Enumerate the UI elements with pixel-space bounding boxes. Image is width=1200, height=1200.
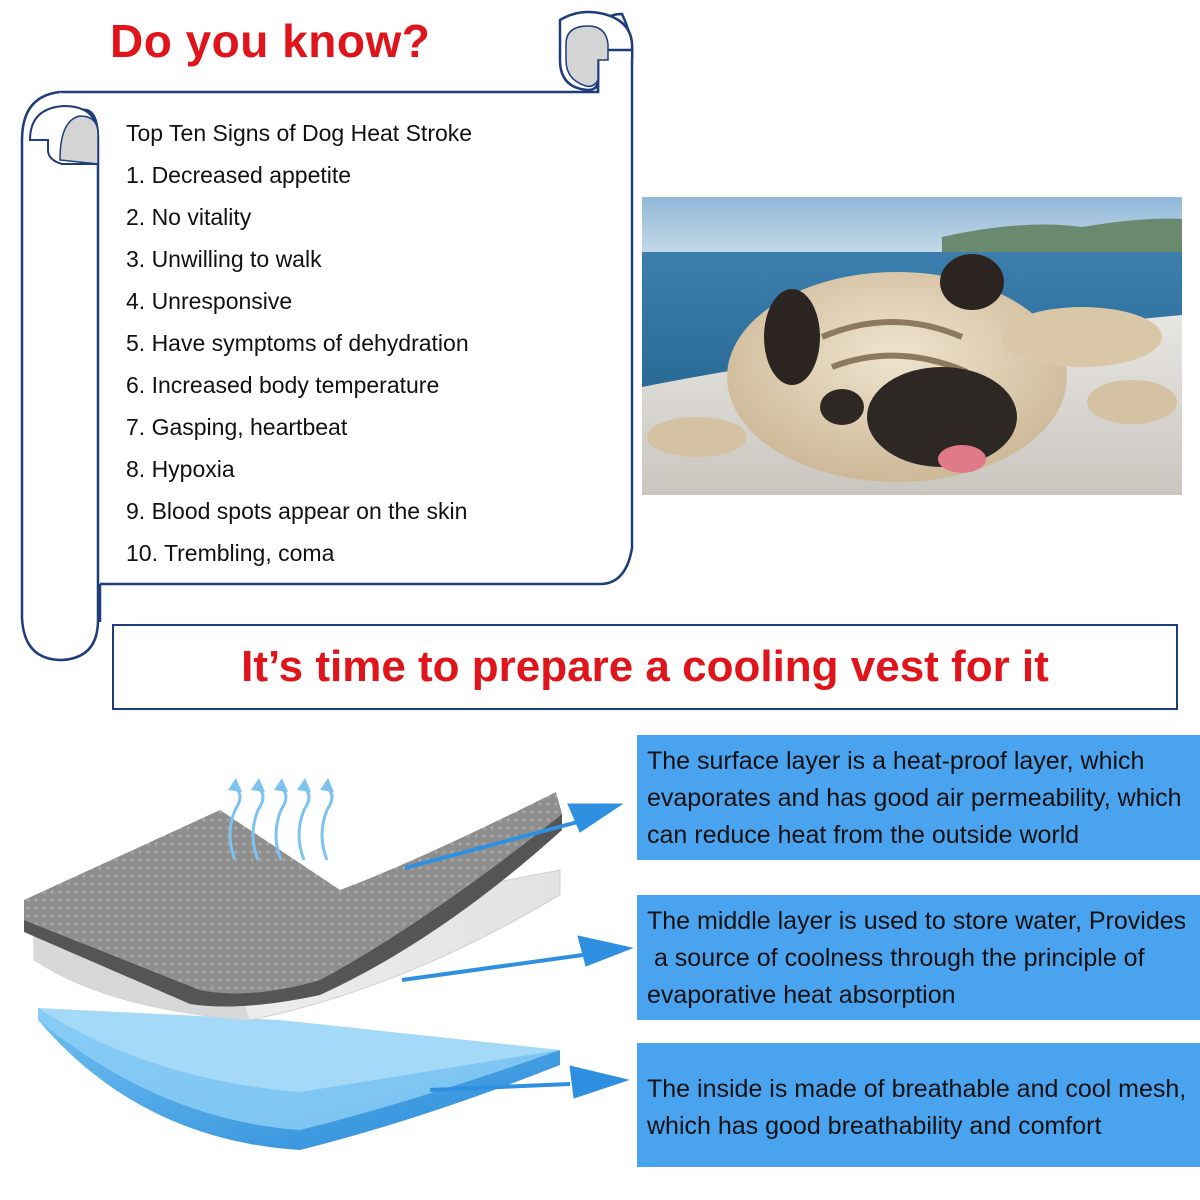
heat-stroke-signs-list: [126, 112, 606, 574]
list-item: 7. Gasping, heartbeat: [126, 414, 348, 440]
inside-layer-line: which has good breathability and comfort: [647, 1112, 1102, 1140]
surface-layer-line: The surface layer is a heat-proof layer, which: [647, 747, 1145, 775]
surface-layer-line: evaporates and has good air permeability, which: [647, 784, 1182, 812]
call-to-action-banner: [112, 624, 1178, 710]
pug-photo: [642, 197, 1182, 495]
surface-layer-description: [637, 735, 1200, 860]
list-item: 9. Blood spots appear on the skin: [126, 498, 468, 524]
list-item: 2. No vitality: [126, 204, 252, 230]
list-item: 10. Trembling, coma: [126, 540, 335, 566]
list-item: 8. Hypoxia: [126, 456, 235, 482]
cooling-layers-illustration: [0, 720, 650, 1200]
signs-list-title: Top Ten Signs of Dog Heat Stroke: [126, 120, 473, 146]
call-to-action-text: It’s time to prepare a cooling vest for it: [241, 642, 1049, 691]
inside-layer-description: [637, 1043, 1200, 1167]
inside-layer-line: The inside is made of breathable and cool mesh,: [647, 1075, 1187, 1103]
list-item: 6. Increased body temperature: [126, 372, 440, 398]
middle-layer-line: The middle layer is used to store water, Provides: [647, 907, 1187, 935]
list-item: 5. Have symptoms of dehydration: [126, 330, 469, 356]
list-item: 3. Unwilling to walk: [126, 246, 322, 272]
middle-layer-line: evaporative heat absorption: [647, 981, 956, 1009]
headline: Do you know?: [110, 15, 431, 67]
surface-layer-line: can reduce heat from the outside world: [647, 821, 1080, 849]
middle-layer-line: a source of coolness through the principle of: [647, 944, 1145, 972]
list-item: 1. Decreased appetite: [126, 162, 352, 188]
list-item: 4. Unresponsive: [126, 288, 293, 314]
middle-layer-description: [637, 895, 1200, 1020]
